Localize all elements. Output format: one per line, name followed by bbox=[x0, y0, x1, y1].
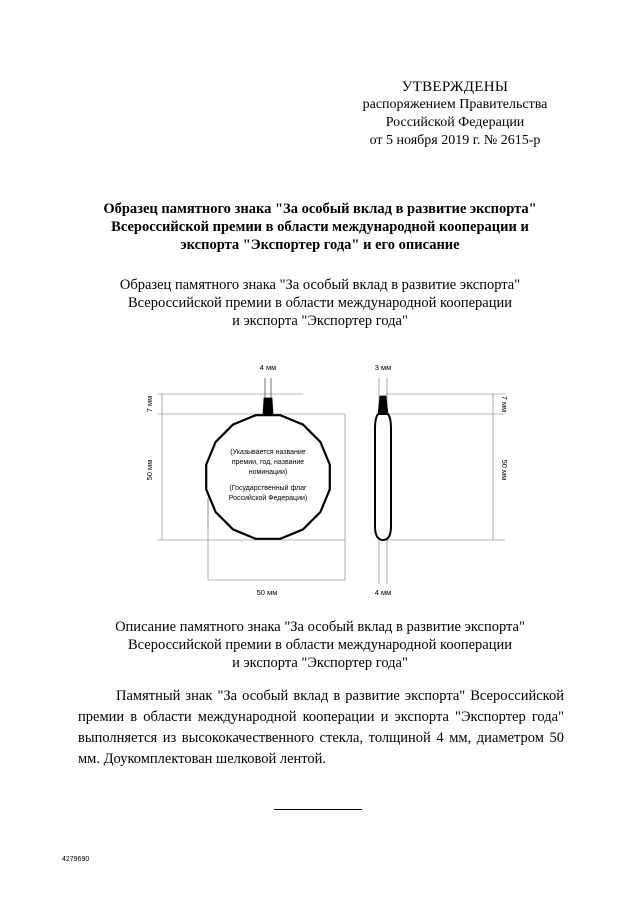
document-number: 4279690 bbox=[62, 856, 90, 863]
title-line-2: Всероссийской премии в области международной кооперации и bbox=[111, 219, 529, 235]
title-line-3: экспорта "Экспортер года" и его описание bbox=[180, 237, 460, 253]
front-diameter-h-label: 50 мм bbox=[256, 588, 278, 597]
front-flag-line-1: (Государственный флаг bbox=[229, 485, 307, 492]
sample-caption-line-1: Образец памятного знака "За особый вклад в развитие экспорта" bbox=[119, 277, 521, 293]
description-title bbox=[60, 618, 580, 672]
description-title-line-1: Описание памятного знака "За особый вклад в развитие экспорта" bbox=[115, 619, 525, 635]
side-ribbon-height-label: 7 мм bbox=[500, 395, 509, 413]
approval-line-2: Российской Федерации bbox=[385, 115, 525, 130]
front-ribbon-width-label: 4 мм bbox=[259, 363, 277, 372]
front-diameter-v-label: 50 мм bbox=[145, 459, 154, 481]
document-title bbox=[60, 200, 580, 254]
approval-line-3: от 5 ноября 2019 г. № 2615-р bbox=[369, 133, 541, 148]
front-inscription-line-2: премии, год, название bbox=[231, 459, 305, 466]
badge-polygon-outline bbox=[206, 415, 330, 539]
approval-block bbox=[340, 78, 570, 150]
side-height-label: 50 мм bbox=[500, 459, 509, 481]
side-ribbon-loop bbox=[378, 396, 388, 414]
side-thickness-label: 4 мм bbox=[374, 588, 392, 597]
title-line-1: Образец памятного знака "За особый вклад в развитие экспорта" bbox=[103, 201, 537, 217]
divider-line bbox=[274, 809, 362, 810]
front-inscription-line-1: (Указывается название bbox=[230, 449, 306, 456]
badge-drawing-svg bbox=[135, 358, 525, 603]
side-badge-outline bbox=[375, 414, 391, 540]
sample-caption-line-2: Всероссийской премии в области международной кооперации bbox=[128, 295, 512, 311]
front-view bbox=[157, 378, 345, 580]
sample-caption bbox=[60, 276, 580, 330]
approval-line-1: распоряжением Правительства bbox=[362, 97, 548, 112]
front-flag-line-2: Российской Федерации) bbox=[228, 495, 308, 502]
description-paragraph: Памятный знак "За особый вклад в развитие экспорта" Всероссийской премии в области международной кооперации и экспорта "Экспортер года" выполняется из высококачественного стекла, толщиной 4 мм, диаметром 50 мм. Доукомплектован шелковой лентой. bbox=[78, 688, 564, 767]
sample-caption-line-3: и экспорта "Экспортер года" bbox=[232, 313, 408, 329]
side-top-width-label: 3 мм bbox=[374, 363, 392, 372]
description-title-line-2: Всероссийской премии в области международной кооперации bbox=[128, 637, 512, 653]
front-ribbon-loop bbox=[263, 398, 273, 414]
front-ribbon-height-label: 7 мм bbox=[145, 395, 154, 413]
front-inscription-line-3: номинации) bbox=[248, 469, 288, 476]
description-title-line-3: и экспорта "Экспортер года" bbox=[232, 655, 408, 671]
badge-drawing bbox=[135, 358, 525, 603]
approval-heading: УТВЕРЖДЕНЫ bbox=[401, 79, 509, 95]
side-view bbox=[375, 378, 505, 584]
